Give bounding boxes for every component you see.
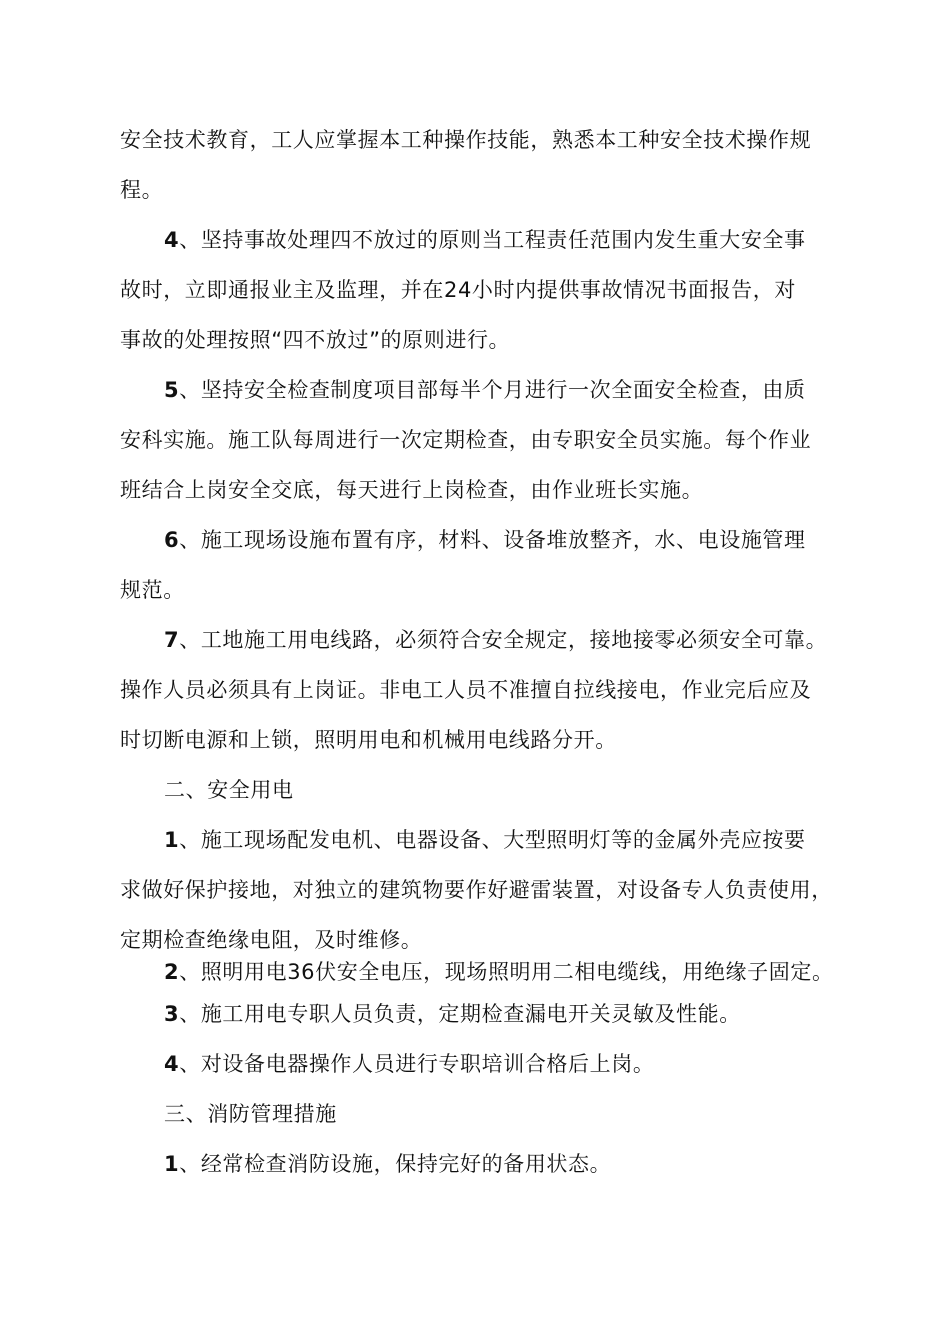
line-text: 时切断电源和上锁，照明用电和机械用电线路分开。 <box>120 728 617 752</box>
line-text: 定期检查绝缘电阻，及时维修。 <box>120 928 423 952</box>
line-text: 求做好保护接地，对独立的建筑物要作好避雷装置，对设备专人负责使用， <box>120 878 833 902</box>
heading-text: 二、安全用电 <box>164 778 294 802</box>
item-number: 4 <box>164 1052 180 1076</box>
list-item-7 <box>164 626 854 654</box>
list-item-4 <box>164 1050 854 1078</box>
item-number: 2 <box>164 960 180 984</box>
line-text: 、对设备电器操作人员进行专职培训合格后上岗。 <box>179 1052 655 1076</box>
item-number: 3 <box>164 1002 180 1026</box>
text-line <box>120 876 850 904</box>
list-item-5 <box>164 376 854 404</box>
line-text: 、施工现场配发电机、电器设备、大型照明灯等的金属外壳应按要 <box>179 828 806 852</box>
text-line <box>120 126 850 154</box>
text-line <box>120 426 850 454</box>
text-line <box>120 176 850 204</box>
list-item-1 <box>164 1150 854 1178</box>
list-item-3 <box>164 1000 854 1028</box>
line-text: 、施工用电专职人员负责，定期检查漏电开关灵敏及性能。 <box>179 1002 741 1026</box>
line-text: 、施工现场设施布置有序，材料、设备堆放整齐，水、电设施管理 <box>179 528 806 552</box>
line-text: 、经常检查消防设施，保持完好的备用状态。 <box>179 1152 612 1176</box>
line-text: 事故的处理按照“四不放过”的原则进行。 <box>120 328 511 352</box>
item-number: 1 <box>164 1152 180 1176</box>
text-line <box>120 576 850 604</box>
text-line <box>120 926 850 954</box>
line-text: 故时，立即通报业主及监理，并在24小时内提供事故情况书面报告，对 <box>120 278 796 302</box>
line-text: 操作人员必须具有上岗证。非电工人员不准擅自拉线接电，作业完后应及 <box>120 678 812 702</box>
line-text: 安科实施。施工队每周进行一次定期检查，由专职安全员实施。每个作业 <box>120 428 812 452</box>
item-number: 7 <box>164 628 180 652</box>
section-heading-fire <box>164 1100 854 1128</box>
text-line <box>120 476 850 504</box>
item-number: 4 <box>164 228 180 252</box>
item-number: 5 <box>164 378 180 402</box>
line-text: 规范。 <box>120 578 185 602</box>
line-text: 班结合上岗安全交底，每天进行上岗检查，由作业班长实施。 <box>120 478 704 502</box>
section-heading-electricity <box>164 776 854 804</box>
list-item-4 <box>164 226 854 254</box>
line-text: 、坚持事故处理四不放过的原则当工程责任范围内发生重大安全事 <box>179 228 806 252</box>
line-text: 程。 <box>120 178 164 202</box>
heading-text: 三、消防管理措施 <box>164 1102 337 1126</box>
line-text: 、工地施工用电线路，必须符合安全规定，接地接零必须安全可靠。 <box>179 628 828 652</box>
text-line <box>120 676 850 704</box>
text-line <box>120 726 850 754</box>
list-item-2 <box>164 958 854 986</box>
line-text: 、坚持安全检查制度项目部每半个月进行一次全面安全检查，由质 <box>179 378 806 402</box>
item-number: 1 <box>164 828 180 852</box>
list-item-1 <box>164 826 854 854</box>
line-text: 安全技术教育，工人应掌握本工种操作技能，熟悉本工种安全技术操作规 <box>120 128 812 152</box>
line-text: 、照明用电36伏安全电压，现场照明用二相电缆线，用绝缘子固定。 <box>179 960 834 984</box>
text-line <box>120 326 850 354</box>
list-item-6 <box>164 526 854 554</box>
text-line <box>120 276 850 304</box>
item-number: 6 <box>164 528 180 552</box>
